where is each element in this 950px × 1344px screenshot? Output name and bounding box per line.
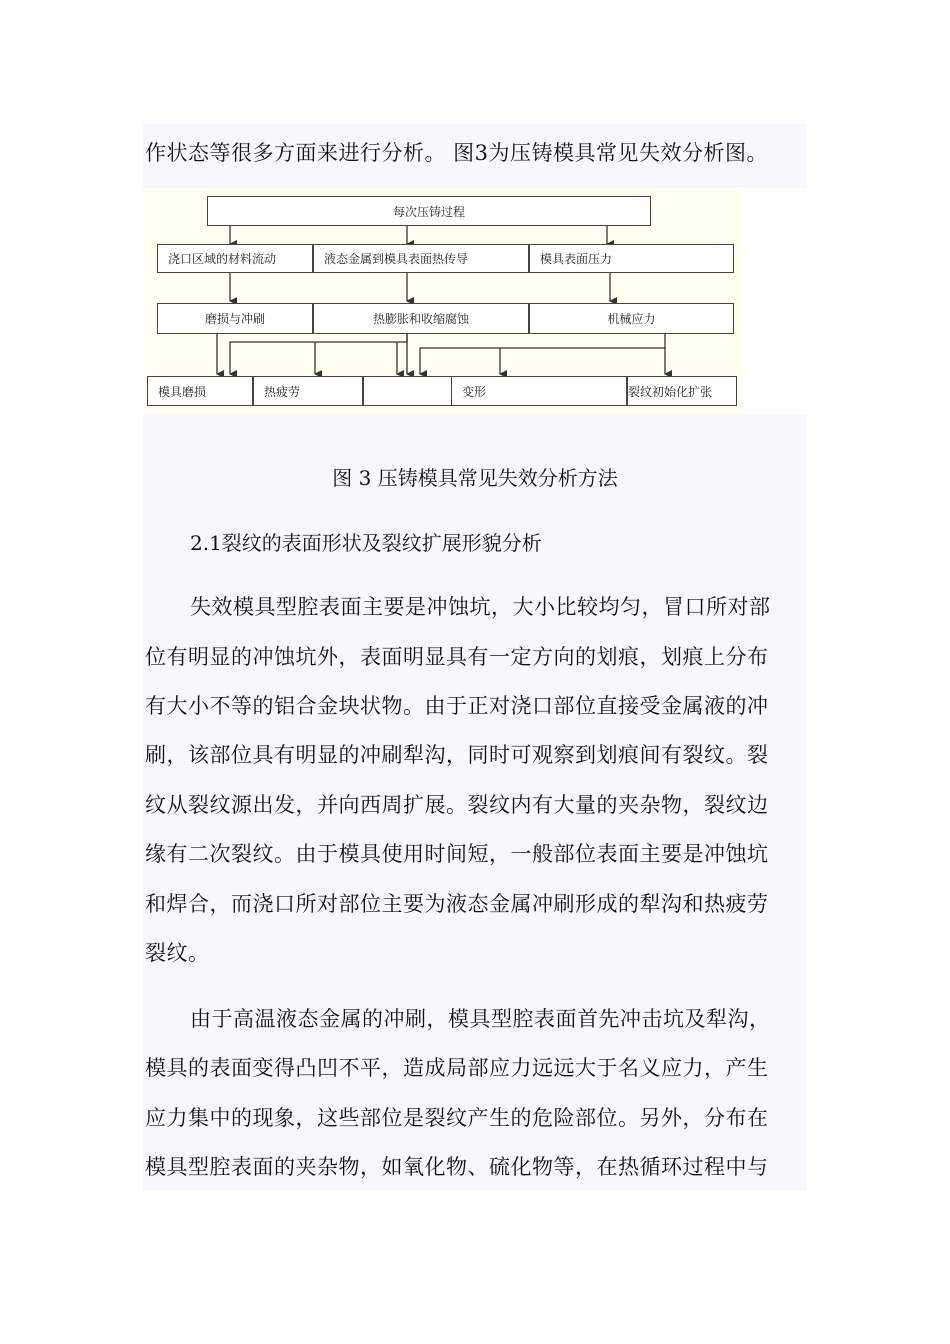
paragraph2-line: 应力集中的现象，这些部位是裂纹产生的危险部位。另外，分布在 (145, 1106, 769, 1130)
box-crack-initiation: 裂纹初始化扩张 (627, 376, 737, 406)
paragraph1-line: 缘有二次裂纹。由于模具使用时间短，一般部位表面主要是冲蚀坑 (145, 842, 769, 866)
paragraph1-line: 失效模具型腔表面主要是冲蚀坑，大小比较均匀，冒口所对部 (190, 595, 771, 619)
paragraph2-line: 模具的表面变得凸凹不平，造成局部应力远远大于名义应力，产生 (145, 1056, 769, 1080)
paragraph2-line: 模具型腔表面的夹杂物，如氧化物、硫化物等，在热循环过程中与 (145, 1155, 769, 1179)
paragraph1-line: 裂纹。 (145, 941, 210, 965)
arrow-stress-to-blank (420, 334, 665, 374)
box-gate-flow: 浇口区域的材料流动 (157, 244, 313, 273)
paragraph1-line: 纹从裂纹源出发，并向西周扩展。裂纹内有大量的夹杂物，裂纹边 (145, 793, 769, 817)
box-thermal-fatigue: 热疲劳 (253, 376, 363, 406)
box-blank (363, 376, 461, 406)
box-each-casting: 每次压铸过程 (207, 196, 651, 226)
box-surface-pressure: 模具表面压力 (529, 244, 734, 273)
box-deformation: 变形 (451, 376, 627, 406)
box-mold-wear: 模具磨损 (147, 376, 253, 406)
failure-analysis-flowchart (145, 188, 742, 414)
paragraph1-line: 刷，该部位具有明显的冲刷犁沟，同时可观察到划痕间有裂纹。裂 (145, 743, 769, 767)
paragraph2-line: 由于高温液态金属的冲刷，模具型腔表面首先冲击坑及犁沟， (190, 1007, 771, 1031)
figure-caption: 图 3 压铸模具常见失效分析方法 (332, 466, 618, 490)
arrow-thermal-to-fatigue (230, 334, 407, 374)
box-mechanical-stress: 机械应力 (529, 303, 734, 334)
box-heat-conduction: 液态金属到模具表面热传导 (313, 244, 529, 273)
paragraph1-line: 有大小不等的铝合金块状物。由于正对浇口部位直接受金属液的冲 (145, 694, 769, 718)
box-wear-erosion: 磨损与冲刷 (157, 303, 313, 334)
section-heading: 2.1裂纹的表面形状及裂纹扩展形貌分析 (190, 531, 542, 555)
paragraph1-line: 位有明显的冲蚀坑外，表面明显具有一定方向的划痕，划痕上分布 (145, 645, 769, 669)
paragraph1-line: 和焊合，而浇口所对部位主要为液态金属冲刷形成的犁沟和热疲劳 (145, 892, 769, 916)
intro-line: 作状态等很多方面来进行分析。 图3为压铸模具常见失效分析图。 (145, 141, 769, 165)
box-thermal-expansion: 热膨胀和收缩腐蚀 (313, 303, 529, 334)
